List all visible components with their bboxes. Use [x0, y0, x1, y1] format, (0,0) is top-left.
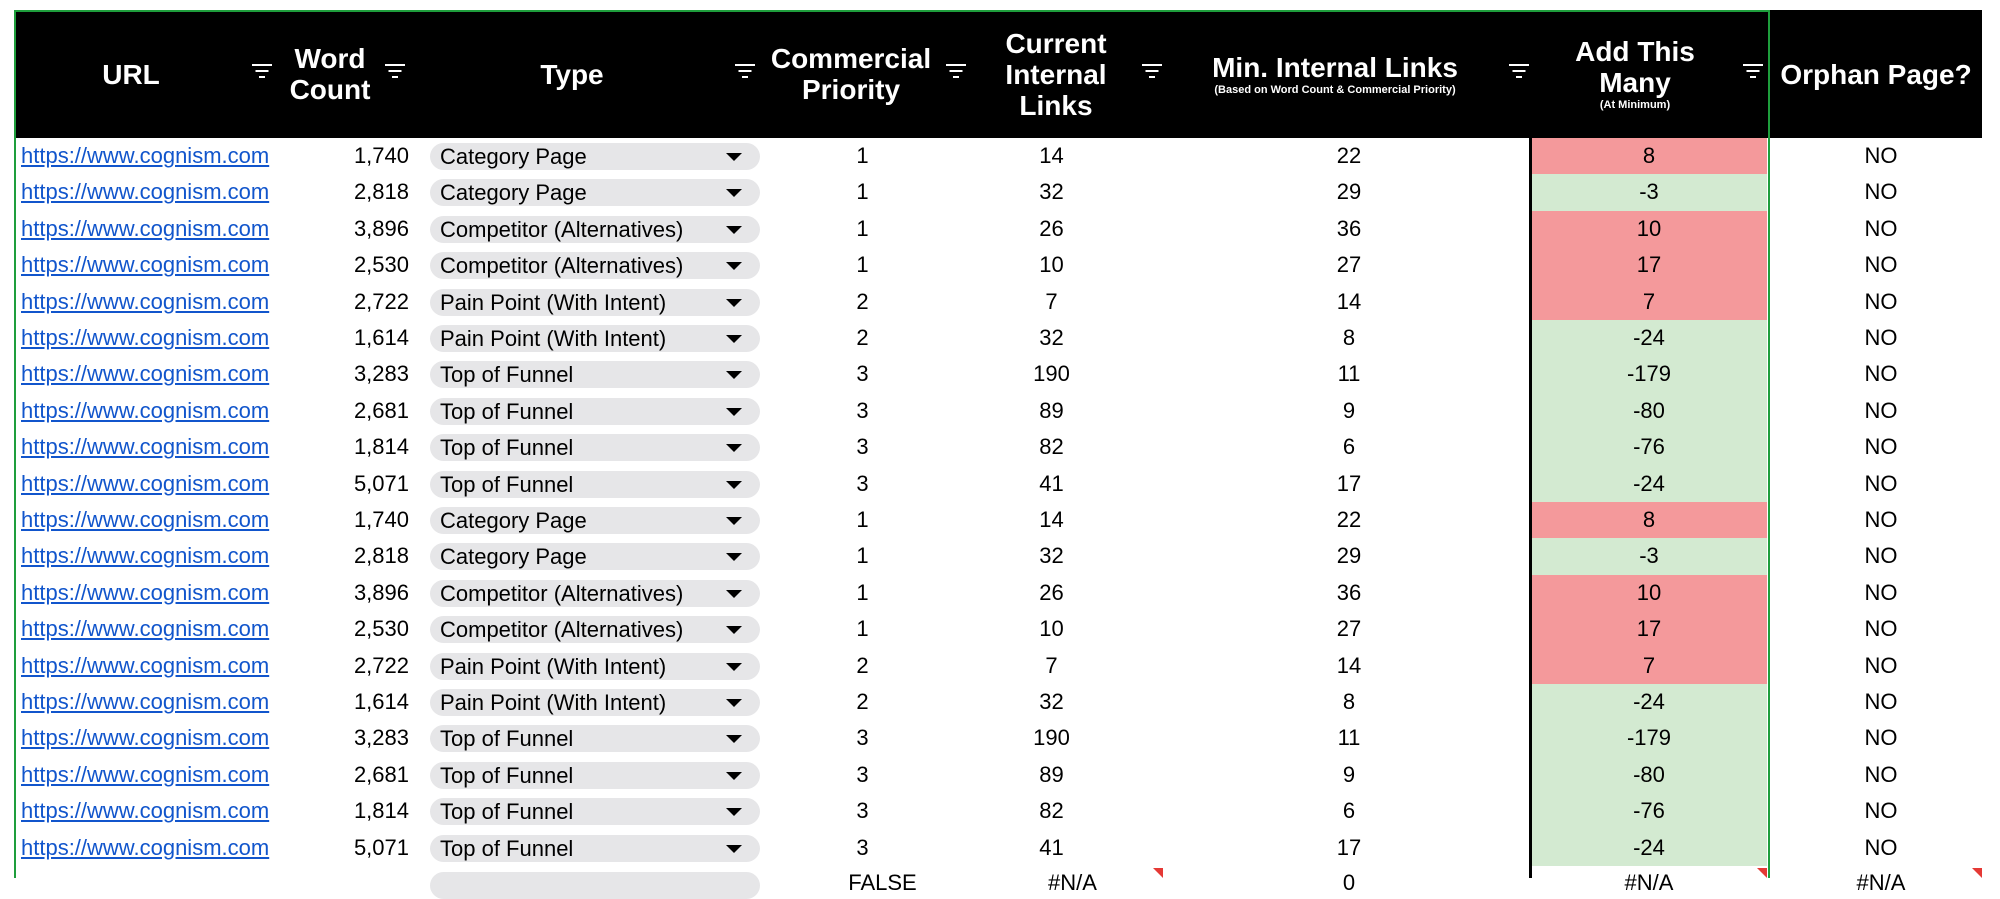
add-this-many-cell[interactable]: 8	[1531, 138, 1767, 174]
url-link[interactable]: https://www.cognism.com	[21, 361, 270, 387]
word-count-cell[interactable]: 2,818	[353, 543, 409, 569]
dropdown-arrow-icon[interactable]	[726, 772, 742, 780]
partial-priority[interactable]: FALSE	[848, 870, 917, 895]
orphan-page-cell[interactable]: NO	[1864, 652, 1898, 678]
table-row	[14, 830, 1982, 866]
table-row	[14, 174, 1982, 210]
header-word-count-line2: Count	[289, 74, 371, 105]
word-count-cell[interactable]: 5,071	[353, 470, 409, 496]
type-dropdown[interactable]	[430, 616, 760, 643]
dropdown-arrow-icon[interactable]	[726, 845, 742, 853]
header-url[interactable]	[14, 10, 248, 138]
type-dropdown-value: Competitor (Alternatives)	[440, 216, 684, 242]
current-links-cell[interactable]: 7	[1045, 652, 1058, 678]
min-links-cell[interactable]: 9	[1342, 397, 1356, 423]
type-dropdown-value: Top of Funnel	[440, 799, 574, 825]
min-links-cell[interactable]: 14	[1336, 652, 1362, 678]
header-min-internal-links[interactable]	[1175, 10, 1495, 138]
orphan-page-cell[interactable]: NO	[1864, 215, 1898, 241]
table-row	[14, 247, 1982, 283]
selection-border-top	[14, 10, 1770, 12]
dropdown-arrow-icon[interactable]	[726, 663, 742, 671]
error-marker-icon	[1757, 868, 1767, 878]
add-column-border-right	[1768, 10, 1770, 878]
type-dropdown[interactable]	[430, 252, 760, 279]
orphan-page-cell[interactable]: NO	[1864, 689, 1898, 714]
add-this-many-cell[interactable]: 10	[1531, 575, 1767, 611]
priority-cell[interactable]: 2	[856, 288, 869, 314]
current-links-cell[interactable]: 26	[1039, 215, 1064, 241]
orphan-page-cell[interactable]: NO	[1864, 725, 1898, 751]
dropdown-arrow-icon[interactable]	[726, 553, 742, 561]
word-count-cell[interactable]: 2,722	[353, 288, 409, 314]
word-count-cell[interactable]: 3,283	[353, 725, 409, 751]
min-links-cell[interactable]: 22	[1336, 507, 1362, 532]
add-column-border-left	[1529, 138, 1532, 878]
current-links-cell[interactable]: 190	[1033, 361, 1070, 387]
orphan-page-cell[interactable]: NO	[1864, 543, 1898, 569]
word-count-cell[interactable]: 1,614	[353, 689, 409, 714]
min-links-cell[interactable]: 36	[1336, 579, 1362, 605]
dropdown-arrow-icon[interactable]	[726, 808, 742, 816]
priority-cell[interactable]: 1	[856, 616, 869, 642]
url-link[interactable]: https://www.cognism.com	[21, 543, 270, 569]
type-dropdown-value: Pain Point (With Intent)	[440, 653, 667, 679]
type-dropdown-value: Category Page	[440, 508, 587, 533]
dropdown-arrow-icon[interactable]	[726, 226, 742, 234]
min-links-cell[interactable]: 6	[1342, 798, 1356, 824]
table-row	[14, 757, 1982, 793]
type-dropdown[interactable]	[430, 725, 760, 752]
add-this-many-cell[interactable]: 17	[1531, 611, 1767, 647]
word-count-cell[interactable]: 1,740	[353, 507, 409, 532]
type-dropdown[interactable]	[430, 653, 760, 680]
type-dropdown-value: Top of Funnel	[440, 471, 574, 497]
add-this-many-cell[interactable]: -80	[1531, 757, 1767, 793]
filter-icon[interactable]	[1141, 64, 1163, 80]
priority-cell[interactable]: 1	[856, 507, 869, 532]
priority-cell[interactable]: 1	[856, 143, 869, 168]
header-priority-line2: Priority	[801, 74, 901, 105]
type-dropdown[interactable]	[430, 325, 760, 352]
header-type[interactable]	[420, 10, 724, 138]
dropdown-arrow-icon[interactable]	[726, 626, 742, 634]
add-this-many-cell[interactable]: -179	[1531, 356, 1767, 392]
word-count-cell[interactable]: 3,896	[353, 579, 409, 605]
filter-icon[interactable]	[384, 64, 406, 80]
table-row	[14, 138, 1982, 174]
add-this-many-cell[interactable]: 17	[1531, 247, 1767, 283]
url-link[interactable]: https://www.cognism.com	[21, 325, 270, 350]
min-links-cell[interactable]: 8	[1342, 689, 1356, 714]
min-links-cell[interactable]: 6	[1342, 434, 1356, 460]
url-link[interactable]: https://www.cognism.com	[21, 616, 270, 642]
priority-cell[interactable]: 1	[856, 252, 869, 278]
orphan-page-cell[interactable]: NO	[1864, 143, 1898, 168]
priority-cell[interactable]: 2	[856, 689, 869, 714]
dropdown-arrow-icon[interactable]	[726, 590, 742, 598]
partial-current[interactable]: #N/A	[1048, 870, 1097, 895]
table-row	[14, 356, 1982, 392]
table-row	[14, 502, 1982, 538]
url-link[interactable]: https://www.cognism.com	[21, 834, 270, 860]
type-dropdown-value: Competitor (Alternatives)	[440, 580, 684, 606]
orphan-page-cell[interactable]: NO	[1864, 361, 1898, 387]
type-dropdown[interactable]	[430, 762, 760, 789]
word-count-cell[interactable]: 3,896	[353, 215, 409, 241]
add-this-many-cell[interactable]: -3	[1531, 174, 1767, 210]
add-this-many-cell[interactable]: -24	[1531, 466, 1767, 502]
type-dropdown[interactable]	[430, 398, 760, 425]
table-row	[14, 284, 1982, 320]
type-dropdown[interactable]	[430, 507, 760, 534]
orphan-page-cell[interactable]: NO	[1864, 252, 1898, 278]
header-priority-line1: Commercial	[770, 43, 932, 74]
table-row	[14, 393, 1982, 429]
table-row	[14, 793, 1982, 829]
dropdown-arrow-icon[interactable]	[726, 189, 742, 197]
min-links-cell[interactable]: 17	[1336, 834, 1362, 860]
orphan-page-cell[interactable]: NO	[1864, 179, 1898, 205]
type-dropdown[interactable]	[430, 434, 760, 461]
min-links-cell[interactable]: 9	[1342, 761, 1356, 787]
error-marker-icon	[1153, 868, 1163, 878]
url-link[interactable]: https://www.cognism.com	[21, 179, 270, 205]
word-count-cell[interactable]: 3,283	[353, 361, 409, 387]
url-link[interactable]: https://www.cognism.com	[21, 579, 270, 605]
word-count-cell[interactable]: 2,681	[353, 397, 409, 423]
add-this-many-cell[interactable]: -80	[1531, 393, 1767, 429]
table-row	[14, 611, 1982, 647]
error-marker-icon	[1972, 868, 1982, 878]
header-add-sublabel: (At Minimum)	[1599, 99, 1671, 111]
type-dropdown[interactable]	[430, 143, 760, 170]
current-links-cell[interactable]: 41	[1039, 834, 1064, 860]
type-dropdown-partial[interactable]	[430, 872, 760, 899]
url-link[interactable]: https://www.cognism.com	[21, 143, 270, 168]
priority-cell[interactable]: 1	[856, 579, 869, 605]
url-link[interactable]: https://www.cognism.com	[21, 652, 270, 678]
priority-cell[interactable]: 3	[856, 834, 869, 860]
url-link[interactable]: https://www.cognism.com	[21, 288, 270, 314]
min-links-cell[interactable]: 29	[1336, 543, 1362, 569]
current-links-cell[interactable]: 7	[1045, 288, 1058, 314]
add-this-many-cell[interactable]: -76	[1531, 429, 1767, 465]
add-this-many-cell[interactable]: 8	[1531, 502, 1767, 538]
add-this-many-cell[interactable]: -179	[1531, 720, 1767, 756]
dropdown-arrow-icon[interactable]	[726, 371, 742, 379]
add-this-many-cell[interactable]: -3	[1531, 538, 1767, 574]
type-dropdown-value: Competitor (Alternatives)	[440, 253, 684, 279]
header-url-label: URL	[102, 58, 160, 90]
table-row	[14, 466, 1982, 502]
orphan-page-cell[interactable]: NO	[1864, 507, 1898, 532]
min-links-cell[interactable]: 29	[1336, 179, 1362, 205]
current-links-cell[interactable]: 14	[1039, 143, 1064, 168]
priority-cell[interactable]: 2	[856, 652, 869, 678]
word-count-cell[interactable]: 1,740	[353, 143, 409, 168]
header-current-internal-links[interactable]	[970, 10, 1142, 138]
current-links-cell[interactable]: 82	[1039, 434, 1064, 460]
table-row	[14, 684, 1982, 720]
header-current-line2: Internal	[1005, 58, 1107, 90]
partial-min[interactable]: 0	[1342, 870, 1356, 895]
min-links-cell[interactable]: 14	[1336, 288, 1362, 314]
current-links-cell[interactable]: 32	[1039, 325, 1064, 350]
orphan-page-cell[interactable]: NO	[1864, 397, 1898, 423]
url-link[interactable]: https://www.cognism.com	[21, 725, 270, 751]
filter-icon[interactable]	[734, 64, 756, 80]
dropdown-arrow-icon[interactable]	[726, 735, 742, 743]
dropdown-arrow-icon[interactable]	[726, 262, 742, 270]
filter-icon[interactable]	[1742, 64, 1764, 80]
word-count-cell[interactable]: 2,530	[353, 252, 409, 278]
type-dropdown-value: Top of Funnel	[440, 435, 574, 461]
current-links-cell[interactable]: 190	[1033, 725, 1070, 751]
partial-add[interactable]: #N/A	[1624, 870, 1674, 895]
table-row	[14, 429, 1982, 465]
url-link[interactable]: https://www.cognism.com	[21, 507, 270, 532]
header-current-line1: Current	[1005, 27, 1107, 59]
orphan-page-cell[interactable]: NO	[1864, 798, 1898, 824]
min-links-cell[interactable]: 8	[1342, 325, 1356, 350]
type-dropdown-value: Pain Point (With Intent)	[440, 690, 667, 715]
type-dropdown[interactable]	[430, 289, 760, 316]
word-count-cell[interactable]: 2,530	[353, 616, 409, 642]
priority-cell[interactable]: 3	[856, 798, 869, 824]
word-count-cell[interactable]: 1,814	[353, 798, 409, 824]
add-this-many-cell[interactable]: 10	[1531, 211, 1767, 247]
add-this-many-cell[interactable]: -24	[1531, 684, 1767, 720]
priority-cell[interactable]: 3	[856, 434, 869, 460]
dropdown-arrow-icon[interactable]	[726, 408, 742, 416]
min-links-cell[interactable]: 11	[1337, 361, 1361, 387]
dropdown-arrow-icon[interactable]	[726, 299, 742, 307]
type-dropdown[interactable]	[430, 361, 760, 388]
type-dropdown-value: Pain Point (With Intent)	[440, 289, 667, 315]
dropdown-arrow-icon[interactable]	[726, 481, 742, 489]
word-count-cell[interactable]: 1,814	[353, 434, 409, 460]
url-link[interactable]: https://www.cognism.com	[21, 252, 270, 278]
current-links-cell[interactable]: 32	[1039, 179, 1064, 205]
dropdown-arrow-icon[interactable]	[726, 153, 742, 161]
type-dropdown[interactable]	[430, 216, 760, 243]
header-word-count[interactable]	[278, 10, 382, 138]
current-links-cell[interactable]: 32	[1039, 543, 1064, 569]
header-type-label: Type	[540, 58, 604, 90]
priority-cell[interactable]: 3	[856, 761, 869, 787]
add-this-many-cell[interactable]: 7	[1531, 648, 1767, 684]
current-links-cell[interactable]: 10	[1039, 252, 1064, 278]
min-links-cell[interactable]: 36	[1336, 215, 1362, 241]
url-link[interactable]: https://www.cognism.com	[21, 689, 270, 714]
orphan-page-cell[interactable]: NO	[1864, 579, 1898, 605]
type-dropdown-value: Top of Funnel	[440, 398, 574, 424]
url-link[interactable]: https://www.cognism.com	[21, 798, 270, 824]
type-dropdown[interactable]	[430, 179, 760, 206]
type-dropdown[interactable]	[430, 689, 760, 716]
priority-cell[interactable]: 1	[856, 179, 869, 205]
current-links-cell[interactable]: 41	[1039, 470, 1064, 496]
orphan-page-cell[interactable]: NO	[1864, 434, 1898, 460]
type-dropdown-value: Top of Funnel	[440, 835, 574, 861]
priority-cell[interactable]: 3	[856, 361, 869, 387]
add-this-many-cell[interactable]: -76	[1531, 793, 1767, 829]
type-dropdown[interactable]	[430, 543, 760, 570]
word-count-cell[interactable]: 2,818	[353, 179, 409, 205]
priority-cell[interactable]: 3	[856, 725, 869, 751]
url-link[interactable]: https://www.cognism.com	[21, 215, 270, 241]
dropdown-arrow-icon[interactable]	[726, 444, 742, 452]
type-dropdown-value: Top of Funnel	[440, 762, 574, 788]
orphan-page-cell[interactable]: NO	[1864, 470, 1898, 496]
type-dropdown-value: Category Page	[440, 144, 587, 169]
orphan-page-cell[interactable]: NO	[1864, 325, 1898, 350]
filter-icon[interactable]	[1508, 64, 1530, 80]
table-row	[14, 211, 1982, 247]
word-count-cell[interactable]: 1,614	[353, 325, 409, 350]
header-orphan-page[interactable]	[1770, 10, 1982, 138]
type-dropdown[interactable]	[430, 471, 760, 498]
type-dropdown[interactable]	[430, 835, 760, 862]
add-this-many-cell[interactable]: -24	[1531, 320, 1767, 356]
type-dropdown-value: Top of Funnel	[440, 726, 574, 752]
type-dropdown-value: Pain Point (With Intent)	[440, 326, 667, 351]
type-dropdown-value: Competitor (Alternatives)	[440, 617, 684, 643]
filter-icon[interactable]	[251, 64, 273, 80]
table-row	[14, 320, 1982, 356]
current-links-cell[interactable]: 14	[1039, 507, 1064, 532]
dropdown-arrow-icon[interactable]	[726, 517, 742, 525]
word-count-cell[interactable]: 5,071	[353, 834, 409, 860]
min-links-cell[interactable]: 11	[1337, 725, 1361, 751]
current-links-cell[interactable]: 26	[1039, 579, 1064, 605]
word-count-cell[interactable]: 2,722	[353, 652, 409, 678]
orphan-page-cell[interactable]: NO	[1864, 761, 1898, 787]
type-dropdown[interactable]	[430, 580, 760, 607]
priority-cell[interactable]: 3	[856, 397, 869, 423]
url-link[interactable]: https://www.cognism.com	[21, 761, 270, 787]
min-links-cell[interactable]: 22	[1336, 143, 1362, 168]
orphan-page-cell[interactable]: NO	[1864, 288, 1898, 314]
table-row	[14, 720, 1982, 756]
type-dropdown-value: Category Page	[440, 544, 587, 570]
table-row	[14, 575, 1982, 611]
orphan-page-cell[interactable]: NO	[1864, 834, 1898, 860]
dropdown-arrow-icon[interactable]	[726, 335, 742, 343]
current-links-cell[interactable]: 32	[1039, 689, 1064, 714]
table-row	[14, 538, 1982, 574]
add-this-many-cell[interactable]: -24	[1531, 830, 1767, 866]
header-add-line1: Add This	[1575, 36, 1695, 67]
orphan-page-cell[interactable]: NO	[1864, 616, 1898, 642]
header-min-sublabel: (Based on Word Count & Commercial Priority)	[1214, 83, 1456, 96]
type-dropdown-value: Category Page	[440, 180, 587, 206]
current-links-cell[interactable]: 89	[1039, 397, 1064, 423]
priority-cell[interactable]: 2	[856, 325, 869, 350]
priority-cell[interactable]: 3	[856, 470, 869, 496]
min-links-cell[interactable]: 27	[1336, 616, 1362, 642]
filter-icon[interactable]	[945, 64, 967, 80]
header-orphan-label: Orphan Page?	[1780, 58, 1972, 90]
header-min-label: Min. Internal Links	[1212, 51, 1458, 83]
url-link[interactable]: https://www.cognism.com	[21, 397, 270, 423]
header-add-this-many[interactable]	[1534, 10, 1736, 138]
header-commercial-priority[interactable]	[762, 10, 940, 138]
type-dropdown[interactable]	[430, 798, 760, 825]
word-count-cell[interactable]: 2,681	[353, 761, 409, 787]
add-this-many-cell[interactable]: 7	[1531, 284, 1767, 320]
url-link[interactable]: https://www.cognism.com	[21, 470, 270, 496]
current-links-cell[interactable]: 82	[1039, 798, 1064, 824]
min-links-cell[interactable]: 27	[1336, 252, 1362, 278]
header-current-line3: Links	[1019, 89, 1093, 121]
header-add-line2: Many	[1599, 67, 1671, 98]
priority-cell[interactable]: 1	[856, 543, 869, 569]
priority-cell[interactable]: 1	[856, 215, 869, 241]
current-links-cell[interactable]: 10	[1039, 616, 1064, 642]
min-links-cell[interactable]: 17	[1336, 470, 1362, 496]
url-link[interactable]: https://www.cognism.com	[21, 434, 270, 460]
selection-border-left	[14, 10, 16, 878]
partial-orphan[interactable]: #N/A	[1856, 870, 1906, 895]
dropdown-arrow-icon[interactable]	[726, 699, 742, 707]
current-links-cell[interactable]: 89	[1039, 761, 1064, 787]
table-row	[14, 648, 1982, 684]
header-word-count-line1: Word	[294, 43, 366, 74]
type-dropdown-value: Top of Funnel	[440, 362, 574, 388]
